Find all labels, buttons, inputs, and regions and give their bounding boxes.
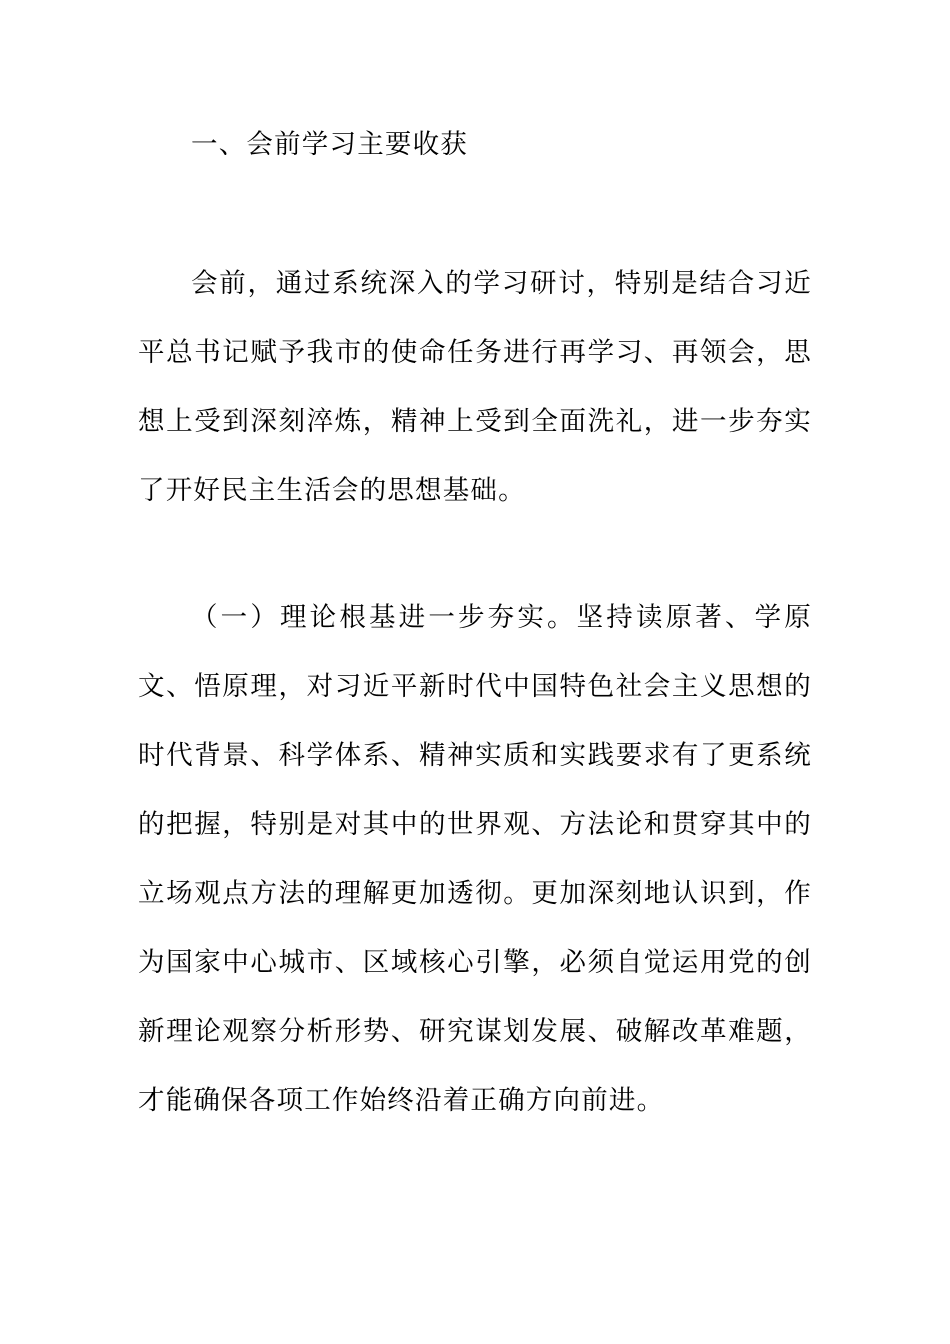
heading-section-one: 一、会前学习主要收获 xyxy=(191,129,468,160)
paragraph-theory-foundation: （一）理论根基进一步夯实。坚持读原著、学原文、悟原理，对习近平新时代中国特色社会主义思想的时代背景、科学体系、精神实质和实践要求有了更系统的把握，特别是对其中的世界观、方法论和贯穿其中的立场观点方法的理解更加透彻。更加深刻地认识到，作为国家中心城市、区域核心引擎，必须自觉运用党的创新理论观察分析形势、研究谋划发展、破解改革难题，才能确保各项工作始终沿着正确方向前进。 xyxy=(138,602,812,1116)
paragraph-spacer xyxy=(138,525,812,583)
document-body xyxy=(138,110,812,1135)
paragraph-pre-meeting-study: 会前，通过系统深入的学习研讨，特别是结合习近平总书记赋予我市的使命任务进行再学习、再领会，思想上受到深刻淬炼，精神上受到全面洗礼，进一步夯实了开好民主生活会的思想基础。 xyxy=(138,268,812,506)
paragraph-spacer xyxy=(138,179,812,249)
